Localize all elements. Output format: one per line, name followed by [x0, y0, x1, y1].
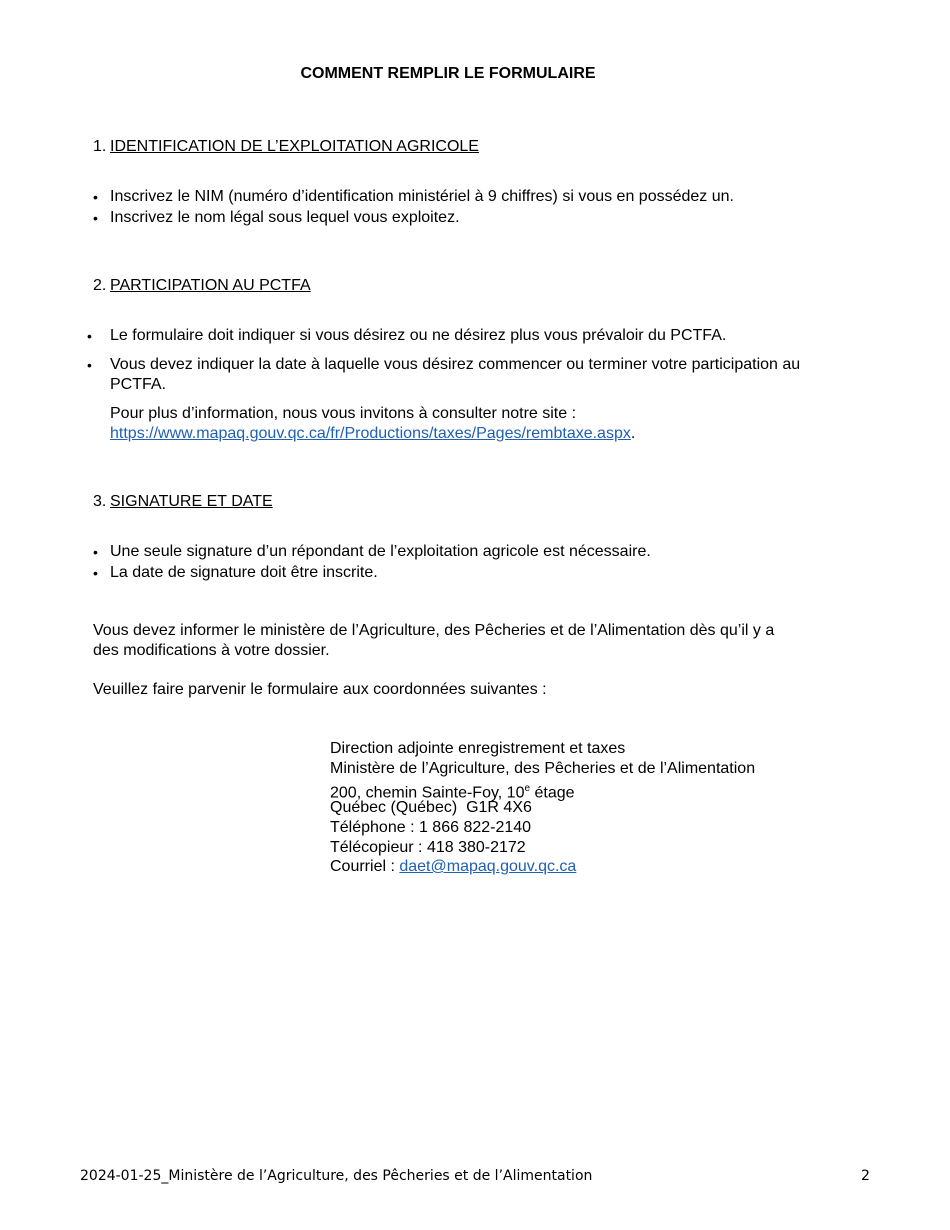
- page-number: 2: [861, 1168, 870, 1184]
- section-2-title: PARTICIPATION AU PCTFA: [110, 277, 311, 294]
- mapaq-link[interactable]: https://www.mapaq.gouv.qc.ca/fr/Productions/taxes/Pages/rembtaxe.aspx: [110, 425, 631, 442]
- info-line: [110, 424, 635, 444]
- section-3-bullet-2: La date de signature doit être inscrite.: [110, 564, 378, 581]
- section-3-number: 3.: [93, 493, 107, 510]
- info-period: .: [630, 425, 636, 442]
- bullet-icon: •: [87, 357, 92, 373]
- street: 200, chemin Sainte-Foy, 10: [330, 784, 525, 802]
- notice-line-2: des modifications à votre dossier.: [93, 642, 330, 659]
- bullet-icon: •: [93, 565, 98, 581]
- section-3-title: SIGNATURE ET DATE: [110, 493, 273, 510]
- email-label: Courriel :: [330, 858, 400, 875]
- section-1-number: 1.: [93, 138, 107, 155]
- phone: Téléphone : 1 866 822-2140: [330, 819, 532, 836]
- section-2-bullet-2: Vous devez indiquer la date à laquelle vous désirez commencer ou terminer votre participation au: [110, 356, 801, 373]
- footer-text: 2024-01-25_Ministère de l’Agriculture, des Pêcheries et de l’Alimentation: [80, 1168, 593, 1184]
- fax: Télécopieur : 418 380-2172: [330, 839, 526, 856]
- floor-word: étage: [530, 784, 575, 802]
- section-1-bullet-2: Inscrivez le nom légal sous lequel vous exploitez.: [110, 209, 460, 226]
- address-line-1: Direction adjointe enregistrement et taxes: [330, 740, 626, 757]
- section-2-bullet-2-cont: PCTFA.: [110, 376, 167, 393]
- address-line-4: Québec (Québec) G1R 4X6: [330, 799, 532, 816]
- section-2-bullet-1: Le formulaire doit indiquer si vous désirez ou ne désirez plus vous prévaloir du PCTFA.: [110, 327, 727, 344]
- info-text: Pour plus d’information, nous vous invitons à consulter notre site :: [110, 405, 577, 422]
- section-1-title: IDENTIFICATION DE L’EXPLOITATION AGRICOLE: [110, 138, 479, 155]
- email-link[interactable]: daet@mapaq.gouv.qc.ca: [399, 858, 577, 875]
- bullet-icon: •: [93, 210, 98, 226]
- page-title: COMMENT REMPLIR LE FORMULAIRE: [300, 65, 596, 82]
- bullet-icon: •: [93, 544, 98, 560]
- bullet-icon: •: [93, 189, 98, 205]
- address-line-2: Ministère de l’Agriculture, des Pêcheries et de l’Alimentation: [330, 760, 756, 777]
- section-3-bullet-1: Une seule signature d’un répondant de l’exploitation agricole est nécessaire.: [110, 543, 651, 560]
- send-instructions: Veuillez faire parvenir le formulaire aux coordonnées suivantes :: [93, 681, 547, 698]
- floor-suffix: e: [524, 783, 531, 794]
- section-2-number: 2.: [93, 277, 107, 294]
- notice-line-1: Vous devez informer le ministère de l’Agriculture, des Pêcheries et de l’Alimentation dès qu’il y a: [93, 622, 775, 639]
- section-1-bullet-1: Inscrivez le NIM (numéro d’identification ministériel à 9 chiffres) si vous en possédez un.: [110, 188, 734, 205]
- email-line: [330, 857, 576, 877]
- bullet-icon: •: [87, 328, 92, 344]
